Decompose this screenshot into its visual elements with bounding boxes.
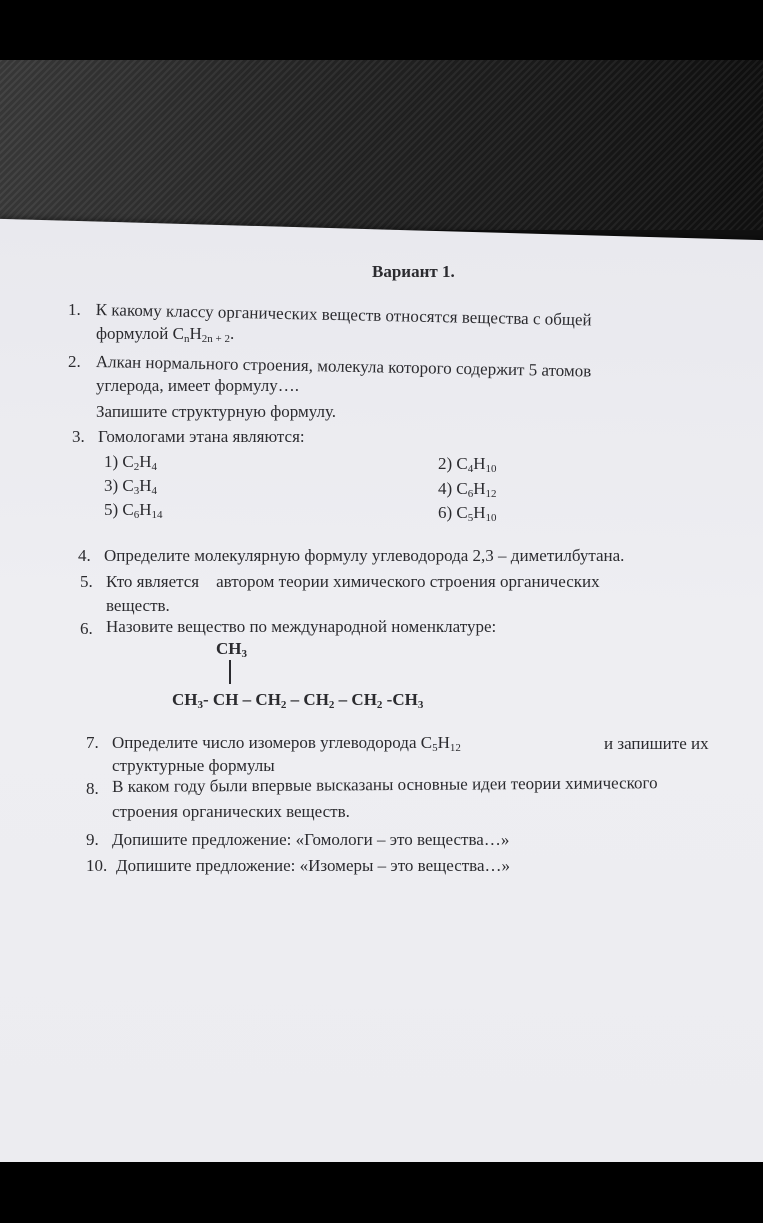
q5-line2: веществ. bbox=[106, 596, 170, 615]
q6-number: 6. bbox=[80, 619, 93, 638]
q7-line1: Определите число изомеров углеводорода $C_5H_{12}$ bbox=[112, 733, 461, 754]
q7-line1-end: и запишите их bbox=[604, 734, 709, 753]
q4-number: 4. bbox=[78, 546, 91, 565]
structural-formula-branch: $CH_3$ bbox=[216, 639, 247, 660]
q3-number: 3. bbox=[72, 427, 85, 446]
q6-text: Назовите вещество по международной номенклатуре: bbox=[106, 617, 497, 636]
q2-number: 2. bbox=[68, 352, 81, 371]
q2-line3: Запишите структурную формулу. bbox=[96, 402, 336, 421]
structural-formula-chain: $CH_3-$ CH – $CH_2 - CH_2 - CH_2$ $-CH_3$ bbox=[172, 690, 424, 711]
q8-line2: строения органических веществ. bbox=[112, 802, 350, 821]
q10-text: Допишите предложение: «Изомеры – это вещества…» bbox=[116, 856, 511, 875]
q7-line2: структурные формулы bbox=[112, 756, 275, 775]
page-title: Вариант 1. bbox=[372, 262, 455, 281]
q1-line1: К какому классу органических веществ относятся вещества с общей bbox=[95, 300, 592, 330]
q9-text: Допишите предложение: «Гомологи – это вещества…» bbox=[112, 830, 510, 849]
q8-line1: В каком году были впервые высказаны основные идеи теории химического bbox=[112, 773, 658, 796]
vertical-bond bbox=[229, 660, 231, 684]
q5-line1: Кто является автором теории химического строения органических bbox=[106, 572, 600, 591]
q10-number: 10. bbox=[86, 856, 108, 875]
q5-number: 5. bbox=[80, 572, 93, 591]
q3-option-1: 1) $C_2H_4$ bbox=[104, 452, 158, 473]
q3-option-6: 6) $C_5H_{10}$ bbox=[438, 503, 497, 524]
q2-line2: углерода, имеет формулу…. bbox=[96, 376, 299, 395]
q3-text: Гомологами этана являются: bbox=[98, 427, 305, 446]
q2-line1: Алкан нормального строения, молекула которого содержит 5 атомов bbox=[95, 352, 592, 381]
q1-number: 1. bbox=[68, 300, 81, 319]
q3-option-3: 3) $C_3H_4$ bbox=[104, 476, 158, 497]
q3-option-2: 2) $C_4H_{10}$ bbox=[438, 454, 497, 475]
q8-number: 8. bbox=[86, 779, 99, 798]
q4-text: Определите молекулярную формулу углеводорода 2,3 – диметилбутана. bbox=[104, 546, 625, 565]
q1-line2: формулой $C_nH_{2n + 2}$. bbox=[96, 324, 235, 345]
q3-option-5: 5) $C_6H_{14}$ bbox=[104, 500, 163, 521]
q7-number: 7. bbox=[86, 733, 99, 752]
q3-option-4: 4) $C_6H_{12}$ bbox=[438, 479, 497, 500]
q9-number: 9. bbox=[86, 830, 99, 849]
